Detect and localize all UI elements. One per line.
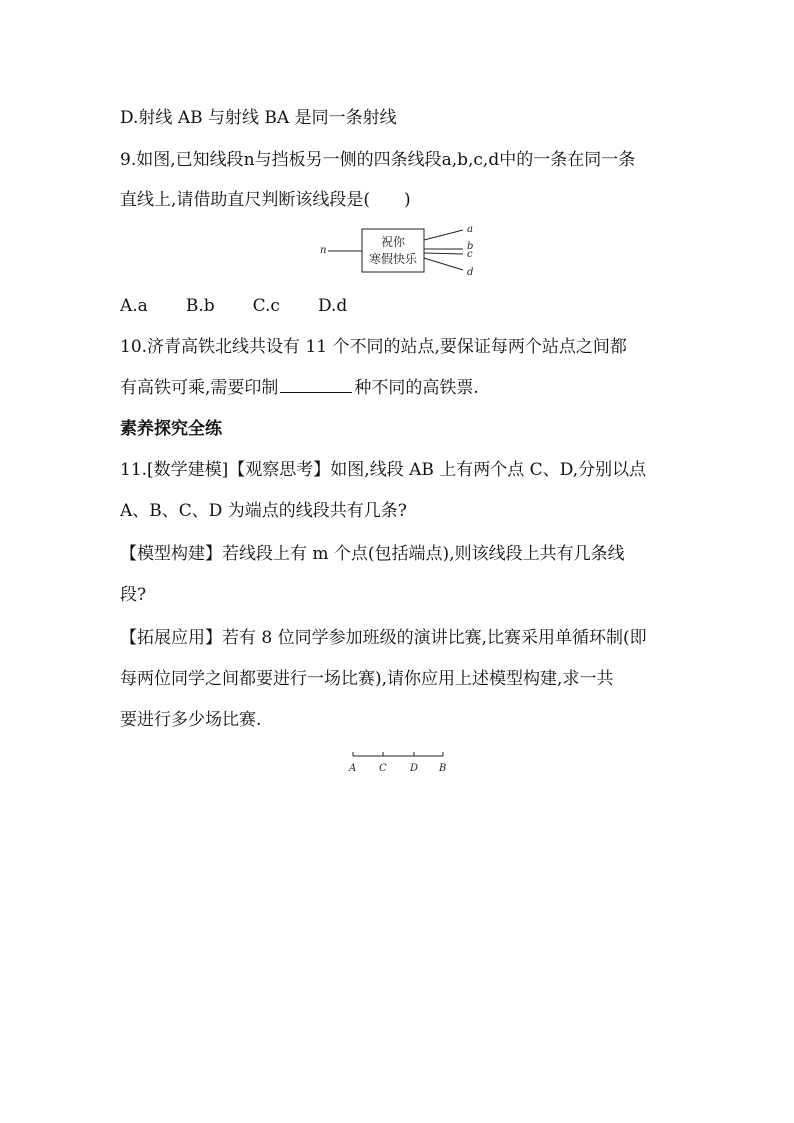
- label-b: b: [467, 241, 474, 252]
- segment-c: [424, 253, 463, 254]
- q11-text-line1: 11.[数学建模]【观察思考】如图,线段 AB 上有两个点 C、D,分别以点: [120, 460, 647, 480]
- q11-text-line7: 要进行多少场比赛.: [120, 710, 262, 730]
- label-point-a: A: [349, 763, 357, 774]
- q10-text-after-blank: 种不同的高铁票.: [354, 378, 479, 398]
- label-point-d: D: [410, 763, 419, 774]
- q10-text-line2: [120, 377, 479, 399]
- label-point-c: C: [379, 763, 387, 774]
- q11-segment-figure: [340, 748, 460, 778]
- segment-a: [424, 230, 463, 240]
- q11-text-line2: A、B、C、D 为端点的线段共有几条?: [120, 501, 407, 521]
- q10-text-before-blank: 有高铁可乘,需要印制: [120, 378, 279, 398]
- sign-text-line2: 寒假快乐: [368, 252, 418, 266]
- q10-text-line1: 10.济青高铁北线共设有 11 个不同的站点,要保证每两个站点之间都: [120, 337, 627, 357]
- q9-option-d[interactable]: D.d: [317, 296, 348, 316]
- q9-options: [120, 295, 385, 317]
- q11-text-line6: 每两位同学之间都要进行一场比赛),请你应用上述模型构建,求一共: [120, 669, 614, 689]
- q9-text-line2: 直线上,请借助直尺判断该线段是( ): [120, 190, 411, 210]
- label-n: n: [320, 245, 327, 256]
- q9-option-c[interactable]: C.c: [252, 296, 280, 316]
- segment-d: [424, 258, 463, 270]
- q8-option-d: D.射线 AB 与射线 BA 是同一条射线: [120, 108, 397, 128]
- label-a: a: [467, 224, 473, 235]
- q9-figure: [300, 220, 500, 280]
- q9-option-b[interactable]: B.b: [185, 296, 215, 316]
- q9-option-a[interactable]: A.a: [120, 296, 148, 316]
- label-d: d: [467, 267, 474, 278]
- label-c: c: [467, 249, 473, 260]
- section-title: 素养探究全练: [120, 419, 222, 439]
- q10-answer-blank[interactable]: [280, 377, 352, 393]
- q11-text-line3: 【模型构建】若线段上有 m 个点(包括端点),则该线段上共有几条线: [120, 544, 625, 564]
- label-point-b: B: [439, 763, 447, 774]
- sign-text-line1: 祝你: [380, 235, 406, 249]
- q9-text-line1: 9.如图,已知线段n与挡板另一侧的四条线段a,b,c,d中的一条在同一条: [120, 150, 636, 170]
- q11-text-line4: 段?: [120, 585, 147, 605]
- q11-text-line5: 【拓展应用】若有 8 位同学参加班级的演讲比赛,比赛采用单循环制(即: [120, 628, 647, 648]
